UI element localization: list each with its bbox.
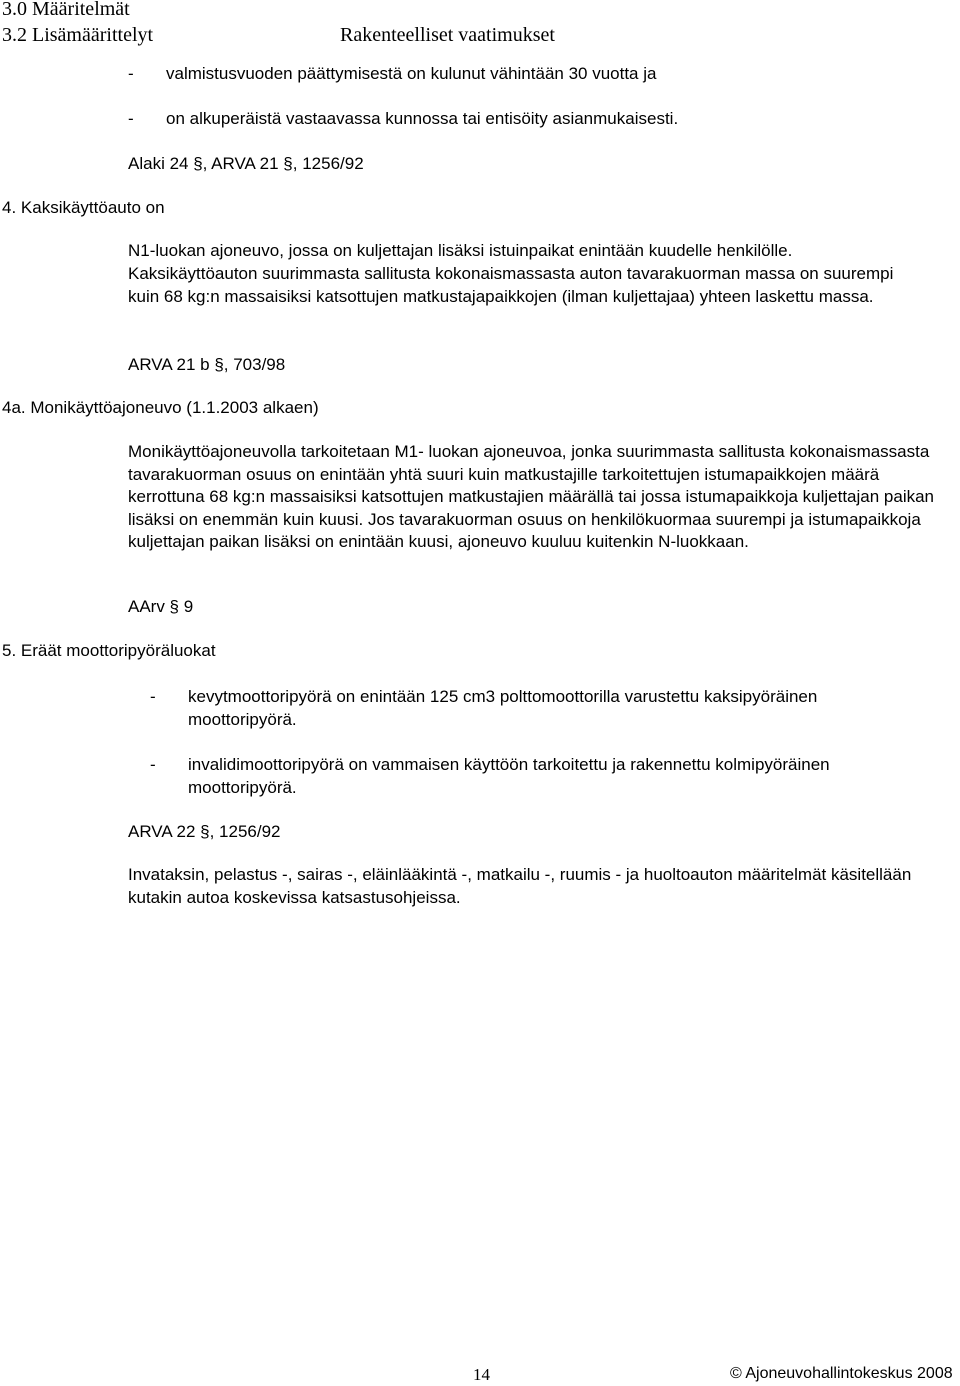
section-title: 3.2 Lisämäärittelyt — [2, 24, 154, 46]
page-number: 14 — [473, 1365, 490, 1384]
list-item: invalidimoottoripyörä on vammaisen käyttöön tarkoitettu ja rakennettu kolmipyöräinen moottoripyörä. — [188, 755, 830, 797]
list-dash: - — [128, 64, 134, 83]
list-dash: - — [150, 687, 156, 706]
definition-paragraph: Monikäyttöajoneuvolla tarkoitetaan M1- luokan ajoneuvoa, jonka suurimmasta sallitusta kokonaismassasta tavarakuorman osuus on enintään yhtä suuri kuin matkustajille tarkoitettujen istumapaikkojen määrä kerrottuna 68 kg:n massaisiksi katsottujen matkustajien määrällä tai jossa istumapaikkoja kuljettajan paikan lisäksi on enemmän kuin kuusi. Jos tavarakuorman osuus on henkilökuormaa suurempi ja istumapaikkoja kuljettajan paikan lisäksi on enintään kuusi, ajoneuvo kuuluu kuitenkin N-luokkaan. — [128, 442, 935, 551]
subject-title: Rakenteelliset vaatimukset — [340, 24, 555, 46]
definition-text: N1-luokan ajoneuvo, jossa on kuljettajan lisäksi istuinpaikat enintään kuudelle henkilölle. — [128, 241, 793, 260]
list-dash: - — [128, 109, 134, 128]
legal-reference: ARVA 22 §, 1256/92 — [128, 822, 281, 841]
list-item: kevytmoottoripyörä on enintään 125 cm3 polttomoottorilla varustettu kaksipyöräinen moottoripyörä. — [188, 687, 818, 729]
section-heading: 4. Kaksikäyttöauto on — [2, 198, 165, 217]
section-heading: 4a. Monikäyttöajoneuvo (1.1.2003 alkaen) — [2, 398, 319, 417]
list-item: on alkuperäistä vastaavassa kunnossa tai entisöity asianmukaisesti. — [166, 109, 679, 128]
chapter-title: 3.0 Määritelmät — [2, 0, 130, 20]
legal-reference: AArv § 9 — [128, 597, 194, 616]
list-item: valmistusvuoden päättymisestä on kulunut vähintään 30 vuotta ja — [166, 64, 657, 83]
legal-reference: ARVA 21 b §, 703/98 — [128, 355, 286, 374]
definition-paragraph: Kaksikäyttöauton suurimmasta sallitusta kokonaismassasta auton tavarakuorman massa on suurempi kuin 68 kg:n massaisiksi katsottujen matkustajapaikkojen (ilman kuljettajaa) yhteen laskettu massa. — [128, 264, 894, 306]
copyright-notice: © Ajoneuvohallintokeskus 2008 — [730, 1365, 953, 1382]
closing-paragraph: Invataksin, pelastus -, sairas -, eläinlääkintä -, matkailu -, ruumis - ja huoltoauton määritelmät käsitellään kutakin autoa koskevissa katsastusohjeissa. — [128, 865, 912, 907]
legal-reference: Alaki 24 §, ARVA 21 §, 1256/92 — [128, 154, 364, 173]
section-heading: 5. Eräät moottoripyöräluokat — [2, 641, 216, 660]
list-dash: - — [150, 755, 156, 774]
